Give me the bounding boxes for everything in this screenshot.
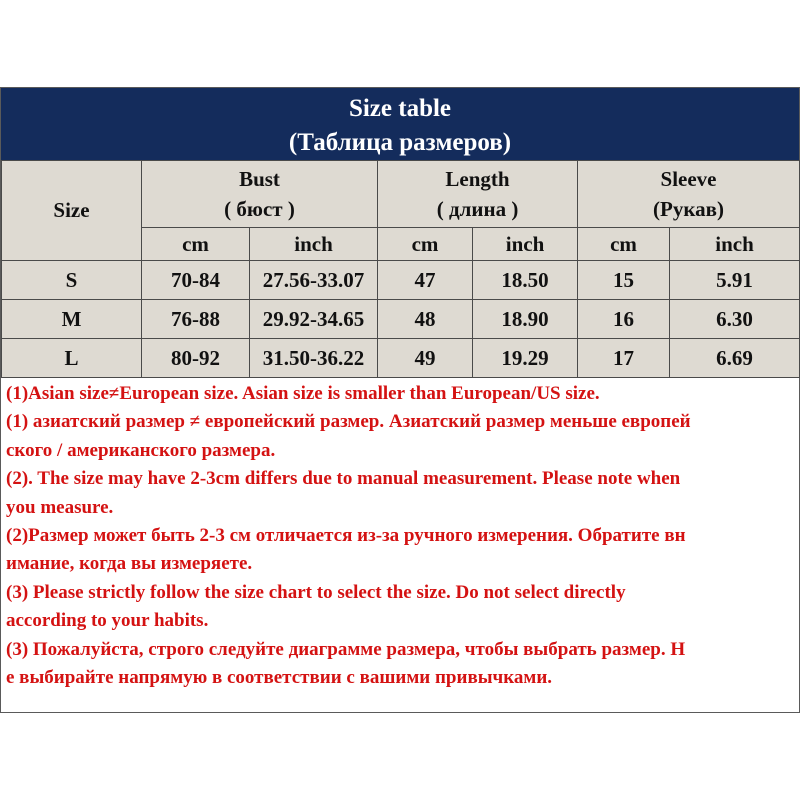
bust-header [142,161,378,228]
bust-cm-cell: 70-84 [142,261,250,300]
sleeve-header [578,161,800,228]
bust-inch-cell: 31.50-36.22 [250,339,378,378]
length-cm-cell: 47 [378,261,473,300]
note-line: (3) Пожалуйста, строго следуйте диаграмме размера, чтобы выбрать размер. Н [6,638,686,660]
size-chart [0,87,800,713]
note-line: (2)Размер может быть 2-3 см отличается из-за ручного измерения. Обратите вн [6,525,686,547]
sleeve-inch-cell: 5.91 [670,261,800,300]
sleeve-inch-cell: 6.30 [670,300,800,339]
unit-cm: cm [578,228,670,261]
size-table [1,160,800,378]
sleeve-cm-cell: 15 [578,261,670,300]
length-inch-cell: 18.90 [473,300,578,339]
note-line: е выбирайте напрямую в соответствии с вашими привычками. [6,667,553,689]
note-line: (2). The size may have 2-3cm differs due to manual measurement. Please note when [6,468,681,490]
note-line: you measure. [6,496,114,518]
length-header [378,161,578,228]
length-cm-cell: 49 [378,339,473,378]
unit-cm: cm [378,228,473,261]
sleeve-header-ru: (Рукав) [653,197,724,221]
size-cell: S [2,261,142,300]
length-cm-cell: 48 [378,300,473,339]
unit-inch: inch [670,228,800,261]
title-russian: (Таблица размеров) [288,129,512,156]
size-header: Size [2,161,142,261]
note-line: (3) Please strictly follow the size chart to select the size. Do not select directly [6,581,626,603]
header-row [2,161,800,228]
sleeve-header-en: Sleeve [660,167,717,191]
title-banner [1,88,799,160]
sleeve-cm-cell: 17 [578,339,670,378]
bust-cm-cell: 80-92 [142,339,250,378]
title-english: Size table [348,95,452,122]
length-inch-cell: 18.50 [473,261,578,300]
unit-cm: cm [142,228,250,261]
length-header-en: Length [445,167,510,191]
bust-header-ru: ( бюст ) [224,197,295,221]
size-cell: M [2,300,142,339]
note-line: (1) азиатский размер ≠ европейский размер. Азиатский размер меньше европей [6,411,691,433]
note-line: (1)Asian size≠European size. Asian size is smaller than European/US size. [6,383,600,404]
sleeve-cm-cell: 16 [578,300,670,339]
note-line: имание, когда вы измеряете. [6,553,253,575]
table-row [2,300,800,339]
length-header-ru: ( длина ) [436,197,519,221]
bust-cm-cell: 76-88 [142,300,250,339]
unit-inch: inch [473,228,578,261]
bust-inch-cell: 29.92-34.65 [250,300,378,339]
size-notes [6,380,796,692]
bust-header-en: Bust [239,167,280,191]
size-cell: L [2,339,142,378]
table-row [2,261,800,300]
length-inch-cell: 19.29 [473,339,578,378]
sleeve-inch-cell: 6.69 [670,339,800,378]
unit-inch: inch [250,228,378,261]
note-line: according to your habits. [6,610,209,632]
bust-inch-cell: 27.56-33.07 [250,261,378,300]
table-row [2,339,800,378]
note-line: ского / американского размера. [6,439,276,461]
